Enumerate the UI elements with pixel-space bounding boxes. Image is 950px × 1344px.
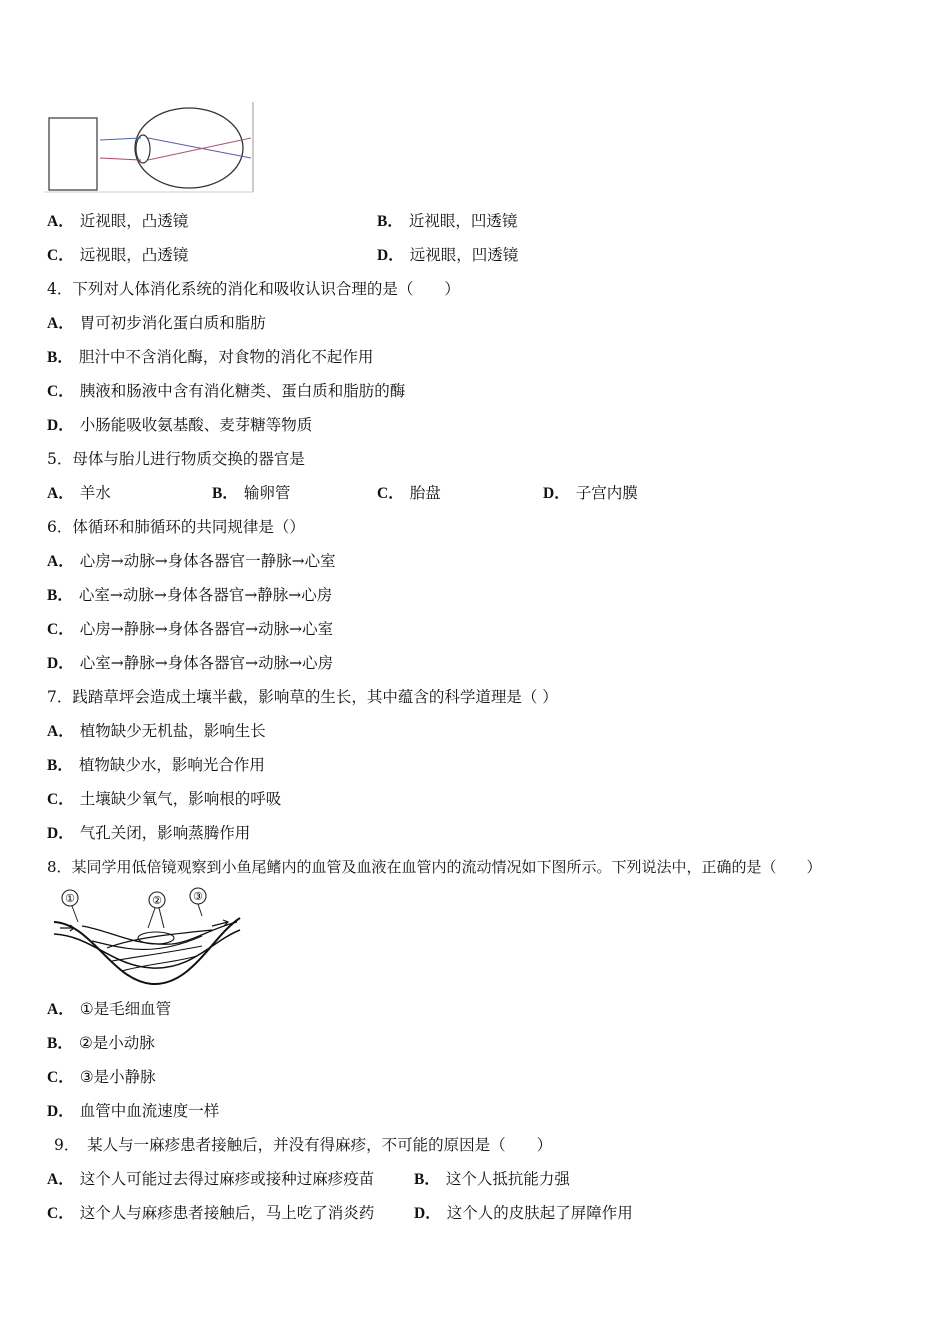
option-text: 胆汁中不含消化酶，对食物的消化不起作用 xyxy=(78,348,374,366)
option-text: 这个人与麻疹患者接触后，马上吃了消炎药 xyxy=(79,1204,375,1222)
q3-option-d xyxy=(377,245,518,266)
q8-option-d xyxy=(47,1101,219,1122)
q4-option-d xyxy=(47,415,312,436)
q7-option-d xyxy=(47,823,250,844)
q5-option-d xyxy=(543,483,638,504)
option-text: 胃可初步消化蛋白质和脂肪 xyxy=(79,314,266,332)
option-label: A． xyxy=(47,485,74,502)
option-text: 这个人可能过去得过麻疹或接种过麻疹疫苗 xyxy=(79,1170,375,1188)
option-label: C． xyxy=(377,485,404,502)
option-text: ②是小动脉 xyxy=(78,1034,155,1052)
option-text: 植物缺少无机盐，影响生长 xyxy=(79,722,266,740)
q4-option-b xyxy=(47,347,373,368)
option-label: A． xyxy=(47,723,74,740)
option-text: 近视眼，凸透镜 xyxy=(79,212,189,230)
q4-stem: 4．下列对人体消化系统的消化和吸收认识合理的是（ ） xyxy=(47,280,460,298)
option-label: B． xyxy=(47,1035,73,1052)
option-label: B． xyxy=(212,485,238,502)
q9-option-a xyxy=(47,1169,374,1190)
q6-option-c xyxy=(47,619,333,640)
q7-stem: 7．践踏草坪会造成土壤半截，影响草的生长，其中蕴含的科学道理是（ ） xyxy=(47,688,558,706)
q8-option-b xyxy=(47,1033,155,1054)
q5-option-c xyxy=(377,483,441,504)
option-label: D． xyxy=(47,655,74,672)
option-label: C． xyxy=(47,791,74,808)
q6-stem: 6．体循环和肺循环的共同规律是（） xyxy=(47,518,305,536)
option-text: ①是毛细血管 xyxy=(79,1000,172,1018)
option-text: 心室→静脉→身体各器官→动脉→心房 xyxy=(79,654,334,672)
figure-label-3: ③ xyxy=(193,890,203,903)
option-label: A． xyxy=(47,1171,74,1188)
q5-stem: 5．母体与胎儿进行物质交换的器官是 xyxy=(47,450,305,468)
option-text: 远视眼，凹透镜 xyxy=(409,246,519,264)
option-text: 这个人的皮肤起了屏障作用 xyxy=(446,1204,633,1222)
option-label: B． xyxy=(377,213,403,230)
option-text: 输卵管 xyxy=(243,484,291,502)
option-label: A． xyxy=(47,553,74,570)
option-text: 胎盘 xyxy=(409,484,441,502)
option-label: D． xyxy=(47,825,74,842)
q7-option-b xyxy=(47,755,265,776)
option-label: C． xyxy=(47,1069,74,1086)
option-text: ③是小静脉 xyxy=(79,1068,156,1086)
q9-stem: 9． 某人与一麻疹患者接触后，并没有得麻疹，不可能的原因是（ ） xyxy=(54,1136,553,1154)
option-label: B． xyxy=(47,757,73,774)
q8-option-a xyxy=(47,999,171,1020)
q9-option-d xyxy=(414,1203,633,1224)
option-label: A． xyxy=(47,213,74,230)
option-text: 心房→动脉→身体各器官一静脉→心室 xyxy=(79,552,336,570)
eye-diagram-figure xyxy=(44,102,256,194)
option-label: A． xyxy=(47,1001,74,1018)
option-text: 土壤缺少氧气，影响根的呼吸 xyxy=(79,790,282,808)
option-label: C． xyxy=(47,383,74,400)
option-text: 远视眼，凸透镜 xyxy=(79,246,189,264)
option-label: D． xyxy=(414,1205,441,1222)
option-text: 植物缺少水，影响光合作用 xyxy=(78,756,265,774)
option-label: B． xyxy=(47,349,73,366)
q4-option-a xyxy=(47,313,266,334)
figure-label-1: ① xyxy=(65,892,75,905)
option-text: 小肠能吸收氨基酸、麦芽糖等物质 xyxy=(79,416,313,434)
option-text: 血管中血流速度一样 xyxy=(79,1102,220,1120)
option-label: D． xyxy=(377,247,404,264)
option-text: 近视眼，凹透镜 xyxy=(408,212,518,230)
q7-option-c xyxy=(47,789,281,810)
blood-vessel-diagram-figure xyxy=(52,886,242,990)
option-text: 这个人抵抗能力强 xyxy=(445,1170,570,1188)
option-label: B． xyxy=(414,1171,440,1188)
q8-stem: 8．某同学用低倍镜观察到小鱼尾鳍内的血管及血液在血管内的流动情况如下图所示。下列说法中，正确的是（ ） xyxy=(47,858,822,876)
q9-option-b xyxy=(414,1169,570,1190)
option-label: C． xyxy=(47,247,74,264)
q3-option-a xyxy=(47,211,188,232)
option-text: 羊水 xyxy=(79,484,111,502)
q7-option-a xyxy=(47,721,266,742)
option-text: 子宫内膜 xyxy=(575,484,638,502)
option-label: C． xyxy=(47,1205,74,1222)
q5-option-a xyxy=(47,483,111,504)
option-text: 胰液和肠液中含有消化糖类、蛋白质和脂肪的酶 xyxy=(79,382,406,400)
option-label: D． xyxy=(47,417,74,434)
q6-option-d xyxy=(47,653,333,674)
q5-option-b xyxy=(212,483,290,504)
q4-option-c xyxy=(47,381,405,402)
q6-option-a xyxy=(47,551,336,572)
q8-option-c xyxy=(47,1067,156,1088)
q3-option-c xyxy=(47,245,188,266)
option-text: 气孔关闭，影响蒸腾作用 xyxy=(79,824,251,842)
option-label: D． xyxy=(543,485,570,502)
option-label: C． xyxy=(47,621,74,638)
q9-option-c xyxy=(47,1203,374,1224)
option-label: A． xyxy=(47,315,74,332)
option-label: D． xyxy=(47,1103,74,1120)
figure-label-2: ② xyxy=(152,894,162,907)
option-label: B． xyxy=(47,587,73,604)
q3-option-b xyxy=(377,211,517,232)
option-text: 心房→静脉→身体各器官→动脉→心室 xyxy=(79,620,334,638)
q6-option-b xyxy=(47,585,332,606)
option-text: 心室→动脉→身体各器官→静脉→心房 xyxy=(78,586,333,604)
